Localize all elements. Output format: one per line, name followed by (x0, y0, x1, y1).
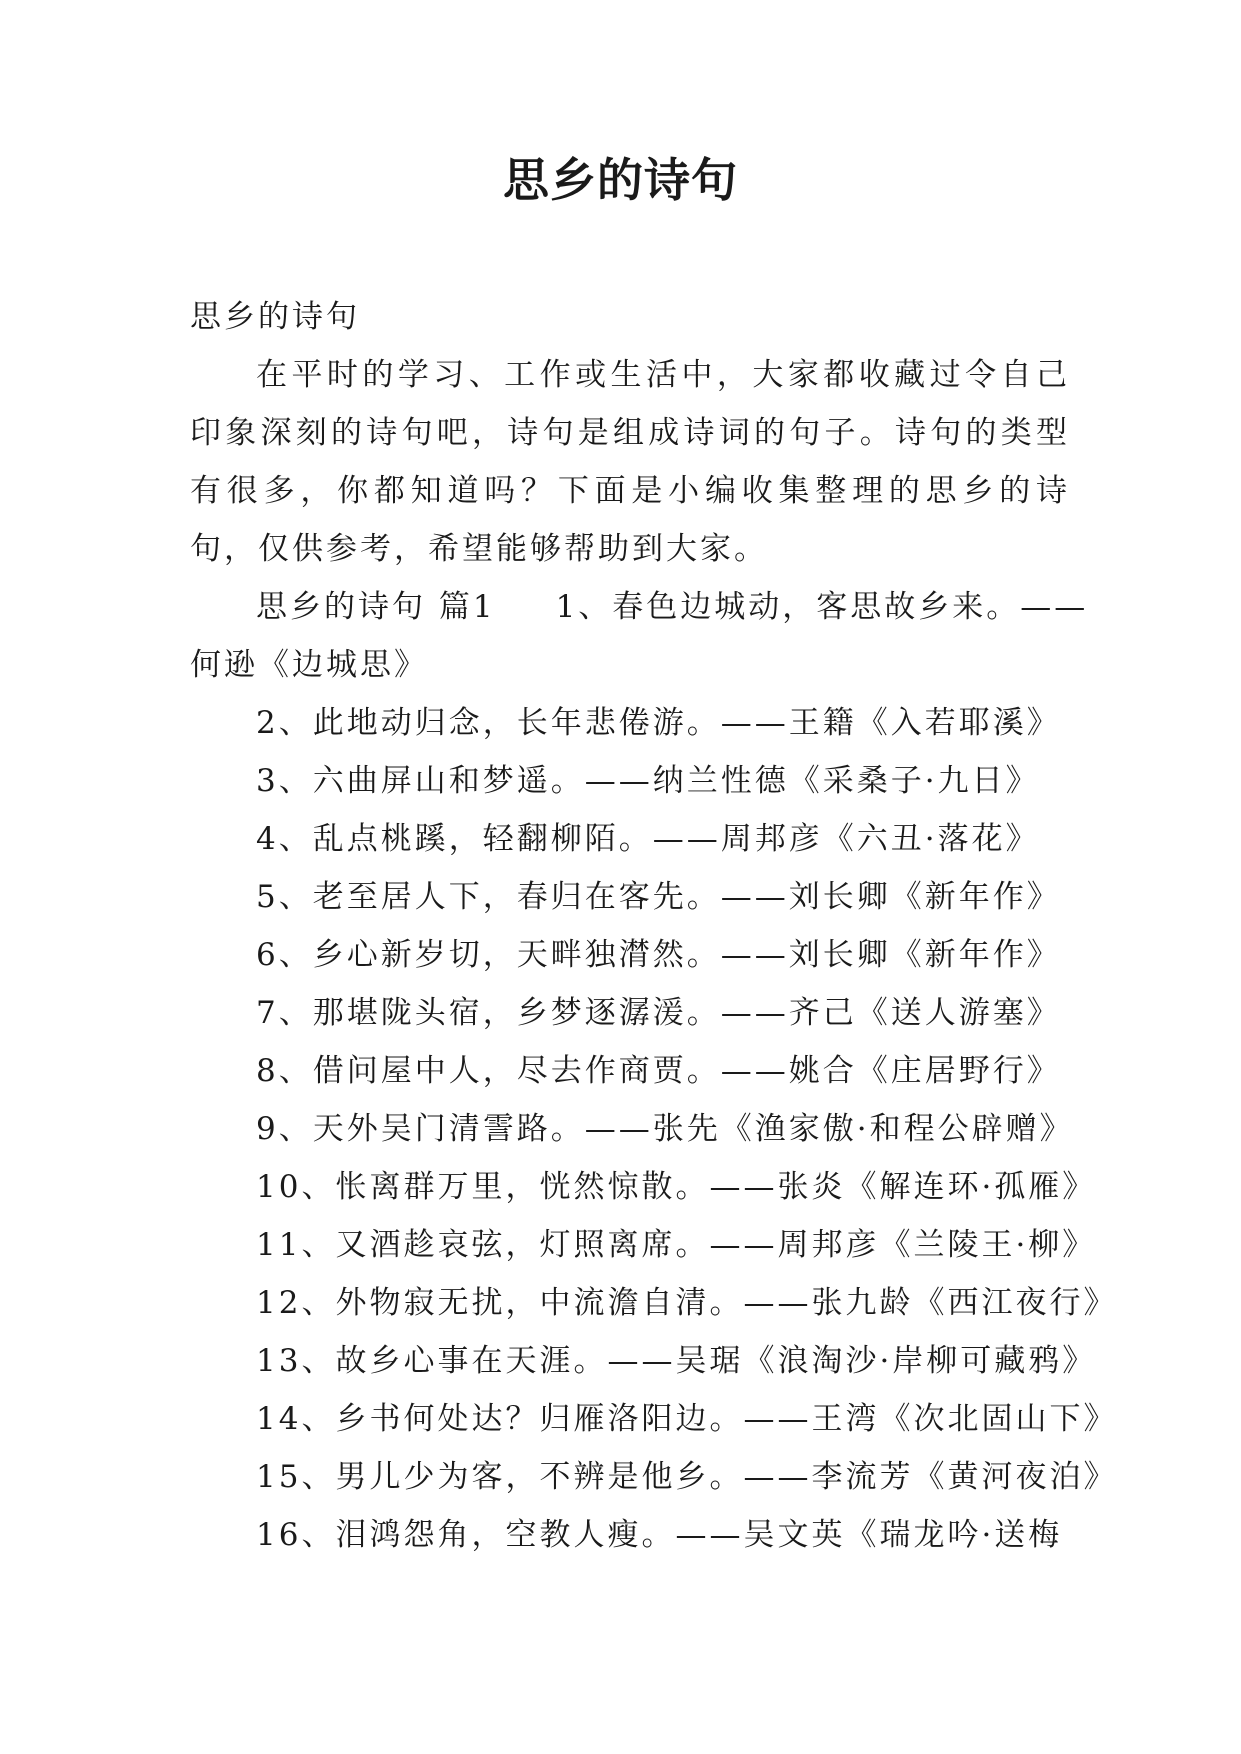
poem-item: 4、乱点桃蹊，轻翻柳陌。——周邦彦《六丑·落花》 (256, 821, 1040, 857)
intro-paragraph: 在平时的学习、工作或生活中，大家都收藏过令自己印象深刻的诗句吧，诗句是组成诗词的句子。诗句的类型有很多，你都知道吗？下面是小编收集整理的思乡的诗句，仅供参考，希望能够帮助到大家。 (190, 357, 1070, 567)
poem-item: 16、泪鸿怨角，空教人瘦。——吴文英《瑞龙吟·送梅 (256, 1517, 1063, 1553)
poem-item: 9、天外吴门清霅路。——张先《渔家傲·和程公辟赠》 (256, 1111, 1074, 1147)
poem-item: 6、乡心新岁切，天畔独潸然。——刘长卿《新年作》 (256, 937, 1061, 973)
poem-item: 7、那堪陇头宿，乡梦逐潺湲。——齐己《送人游塞》 (256, 995, 1061, 1031)
poem-item: 14、乡书何处达？归雁洛阳边。——王湾《次北固山下》 (256, 1401, 1118, 1437)
section-heading: 思乡的诗句 篇1 (256, 589, 496, 625)
poem-item: 11、又酒趁哀弦，灯照离席。——周邦彦《兰陵王·柳》 (256, 1227, 1097, 1263)
poem-item: 5、老至居人下，春归在客先。——刘长卿《新年作》 (256, 879, 1061, 915)
poem-item-continuation: 何逊《边城思》 (190, 647, 428, 683)
document-subtitle: 思乡的诗句 (190, 299, 360, 335)
section-line (190, 578, 1089, 636)
document-title: 思乡的诗句 (503, 153, 738, 207)
poem-item: 10、怅离群万里，恍然惊散。——张炎《解连环·孤雁》 (256, 1169, 1097, 1205)
poem-item: 12、外物寂无扰，中流澹自清。——张九龄《西江夜行》 (256, 1285, 1118, 1321)
poem-item: 13、故乡心事在天涯。——吴琚《浪淘沙·岸柳可藏鸦》 (256, 1343, 1097, 1379)
poem-item: 15、男儿少为客，不辨是他乡。——李流芳《黄河夜泊》 (256, 1459, 1118, 1495)
poem-item: 8、借问屋中人，尽去作商贾。——姚合《庄居野行》 (256, 1053, 1061, 1089)
poem-item: 2、此地动归念，长年悲倦游。——王籍《入若耶溪》 (256, 705, 1061, 741)
poem-item: 3、六曲屏山和梦遥。——纳兰性德《采桑子·九日》 (256, 763, 1040, 799)
poem-item: 1、春色边城动，客思故乡来。—— (555, 589, 1089, 625)
document-body (190, 288, 1118, 1564)
